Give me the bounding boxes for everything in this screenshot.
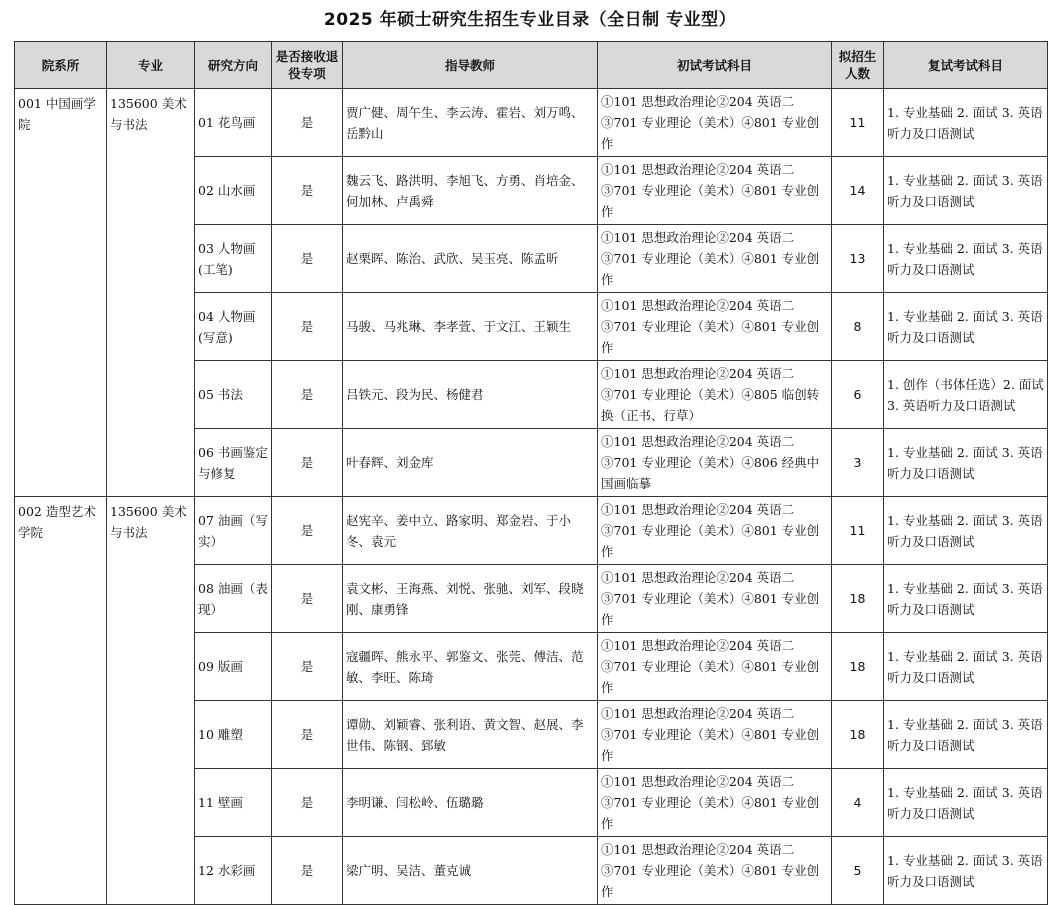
teachers-cell: 谭勋、刘颖睿、张利语、黄文智、赵展、李世伟、陈钢、郅敏 [343, 701, 598, 769]
retest-cell: 1. 专业基础 2. 面试 3. 英语听力及口语测试 [884, 769, 1048, 837]
teachers-cell: 马骏、马兆琳、李孝萱、于文江、王颖生 [343, 293, 598, 361]
retest-cell: 1. 专业基础 2. 面试 3. 英语听力及口语测试 [884, 225, 1048, 293]
exam-cell: ①101 思想政治理论②204 英语二③701 专业理论（美术）④801 专业创作 [598, 769, 832, 837]
header-teachers: 指导教师 [343, 42, 598, 89]
retest-cell: 1. 专业基础 2. 面试 3. 英语听力及口语测试 [884, 633, 1048, 701]
veteran-cell: 是 [272, 225, 343, 293]
veteran-cell: 是 [272, 633, 343, 701]
direction-cell: 04 人物画(写意) [195, 293, 272, 361]
quota-cell: 11 [832, 497, 884, 565]
quota-cell: 14 [832, 157, 884, 225]
retest-cell: 1. 专业基础 2. 面试 3. 英语听力及口语测试 [884, 497, 1048, 565]
retest-cell: 1. 专业基础 2. 面试 3. 英语听力及口语测试 [884, 837, 1048, 905]
teachers-cell: 叶春辉、刘金库 [343, 429, 598, 497]
header-retest: 复试考试科目 [884, 42, 1048, 89]
retest-cell: 1. 专业基础 2. 面试 3. 英语听力及口语测试 [884, 565, 1048, 633]
teachers-cell: 赵栗晖、陈治、武欣、吴玉亮、陈孟昕 [343, 225, 598, 293]
exam-cell: ①101 思想政治理论②204 英语二③701 专业理论（美术）④801 专业创作 [598, 497, 832, 565]
direction-cell: 06 书画鉴定与修复 [195, 429, 272, 497]
direction-cell: 02 山水画 [195, 157, 272, 225]
header-quota: 拟招生人数 [832, 42, 884, 89]
direction-cell: 01 花鸟画 [195, 89, 272, 157]
direction-cell: 09 版画 [195, 633, 272, 701]
veteran-cell: 是 [272, 701, 343, 769]
header-direction: 研究方向 [195, 42, 272, 89]
teachers-cell: 梁广明、吴洁、董克诚 [343, 837, 598, 905]
direction-cell: 07 油画（写实） [195, 497, 272, 565]
quota-cell: 18 [832, 701, 884, 769]
header-exam: 初试考试科目 [598, 42, 832, 89]
header-row [15, 42, 1048, 89]
direction-cell: 08 油画（表现） [195, 565, 272, 633]
table-row [15, 497, 1048, 565]
direction-cell: 12 水彩画 [195, 837, 272, 905]
teachers-cell: 寇疆晖、熊永平、郭鉴文、张莞、傅洁、范敏、李旺、陈琦 [343, 633, 598, 701]
teachers-cell: 贾广健、周午生、李云涛、霍岩、刘万鸣、岳黔山 [343, 89, 598, 157]
teachers-cell: 李明谦、闫松岭、伍璐璐 [343, 769, 598, 837]
veteran-cell: 是 [272, 769, 343, 837]
quota-cell: 11 [832, 89, 884, 157]
exam-cell: ①101 思想政治理论②204 英语二③701 专业理论（美术）④805 临创转换（正书、行草） [598, 361, 832, 429]
teachers-cell: 吕铁元、段为民、杨健君 [343, 361, 598, 429]
quota-cell: 4 [832, 769, 884, 837]
exam-cell: ①101 思想政治理论②204 英语二③701 专业理论（美术）④801 专业创作 [598, 157, 832, 225]
retest-cell: 1. 专业基础 2. 面试 3. 英语听力及口语测试 [884, 293, 1048, 361]
retest-cell: 1. 专业基础 2. 面试 3. 英语听力及口语测试 [884, 429, 1048, 497]
veteran-cell: 是 [272, 157, 343, 225]
header-veteran: 是否接收退役专项 [272, 42, 343, 89]
page-title: 2025 年硕士研究生招生专业目录（全日制 专业型） [323, 10, 737, 30]
exam-cell: ①101 思想政治理论②204 英语二③701 专业理论（美术）④801 专业创作 [598, 293, 832, 361]
exam-cell: ①101 思想政治理论②204 英语二③701 专业理论（美术）④801 专业创作 [598, 89, 832, 157]
retest-cell: 1. 专业基础 2. 面试 3. 英语听力及口语测试 [884, 157, 1048, 225]
quota-cell: 18 [832, 565, 884, 633]
department-cell: 001 中国画学院 [15, 89, 107, 497]
exam-cell: ①101 思想政治理论②204 英语二③701 专业理论（美术）④801 专业创作 [598, 633, 832, 701]
veteran-cell: 是 [272, 293, 343, 361]
veteran-cell: 是 [272, 429, 343, 497]
major-cell: 135600 美术与书法 [107, 497, 195, 905]
veteran-cell: 是 [272, 565, 343, 633]
quota-cell: 3 [832, 429, 884, 497]
header-department: 院系所 [15, 42, 107, 89]
teachers-cell: 袁文彬、王海燕、刘悦、张驰、刘军、段晓刚、康勇锋 [343, 565, 598, 633]
retest-cell: 1. 专业基础 2. 面试 3. 英语听力及口语测试 [884, 701, 1048, 769]
exam-cell: ①101 思想政治理论②204 英语二③701 专业理论（美术）④801 专业创作 [598, 701, 832, 769]
direction-cell: 10 雕塑 [195, 701, 272, 769]
veteran-cell: 是 [272, 361, 343, 429]
teachers-cell: 魏云飞、路洪明、李旭飞、方勇、肖培金、何加林、卢禹舜 [343, 157, 598, 225]
program-catalog-table [14, 41, 1048, 905]
table-row [15, 89, 1048, 157]
direction-cell: 05 书法 [195, 361, 272, 429]
retest-cell: 1. 专业基础 2. 面试 3. 英语听力及口语测试 [884, 89, 1048, 157]
exam-cell: ①101 思想政治理论②204 英语二③701 专业理论（美术）④801 专业创作 [598, 837, 832, 905]
direction-cell: 03 人物画(工笔) [195, 225, 272, 293]
quota-cell: 8 [832, 293, 884, 361]
exam-cell: ①101 思想政治理论②204 英语二③701 专业理论（美术）④806 经典中国画临摹 [598, 429, 832, 497]
exam-cell: ①101 思想政治理论②204 英语二③701 专业理论（美术）④801 专业创作 [598, 565, 832, 633]
department-cell: 002 造型艺术学院 [15, 497, 107, 905]
veteran-cell: 是 [272, 89, 343, 157]
quota-cell: 5 [832, 837, 884, 905]
teachers-cell: 赵宪辛、姜中立、路家明、郑金岩、于小冬、袁元 [343, 497, 598, 565]
direction-cell: 11 壁画 [195, 769, 272, 837]
major-cell: 135600 美术与书法 [107, 89, 195, 497]
veteran-cell: 是 [272, 497, 343, 565]
exam-cell: ①101 思想政治理论②204 英语二③701 专业理论（美术）④801 专业创作 [598, 225, 832, 293]
quota-cell: 13 [832, 225, 884, 293]
veteran-cell: 是 [272, 837, 343, 905]
quota-cell: 6 [832, 361, 884, 429]
header-major: 专业 [107, 42, 195, 89]
retest-cell: 1. 创作（书体任选）2. 面试 3. 英语听力及口语测试 [884, 361, 1048, 429]
quota-cell: 18 [832, 633, 884, 701]
